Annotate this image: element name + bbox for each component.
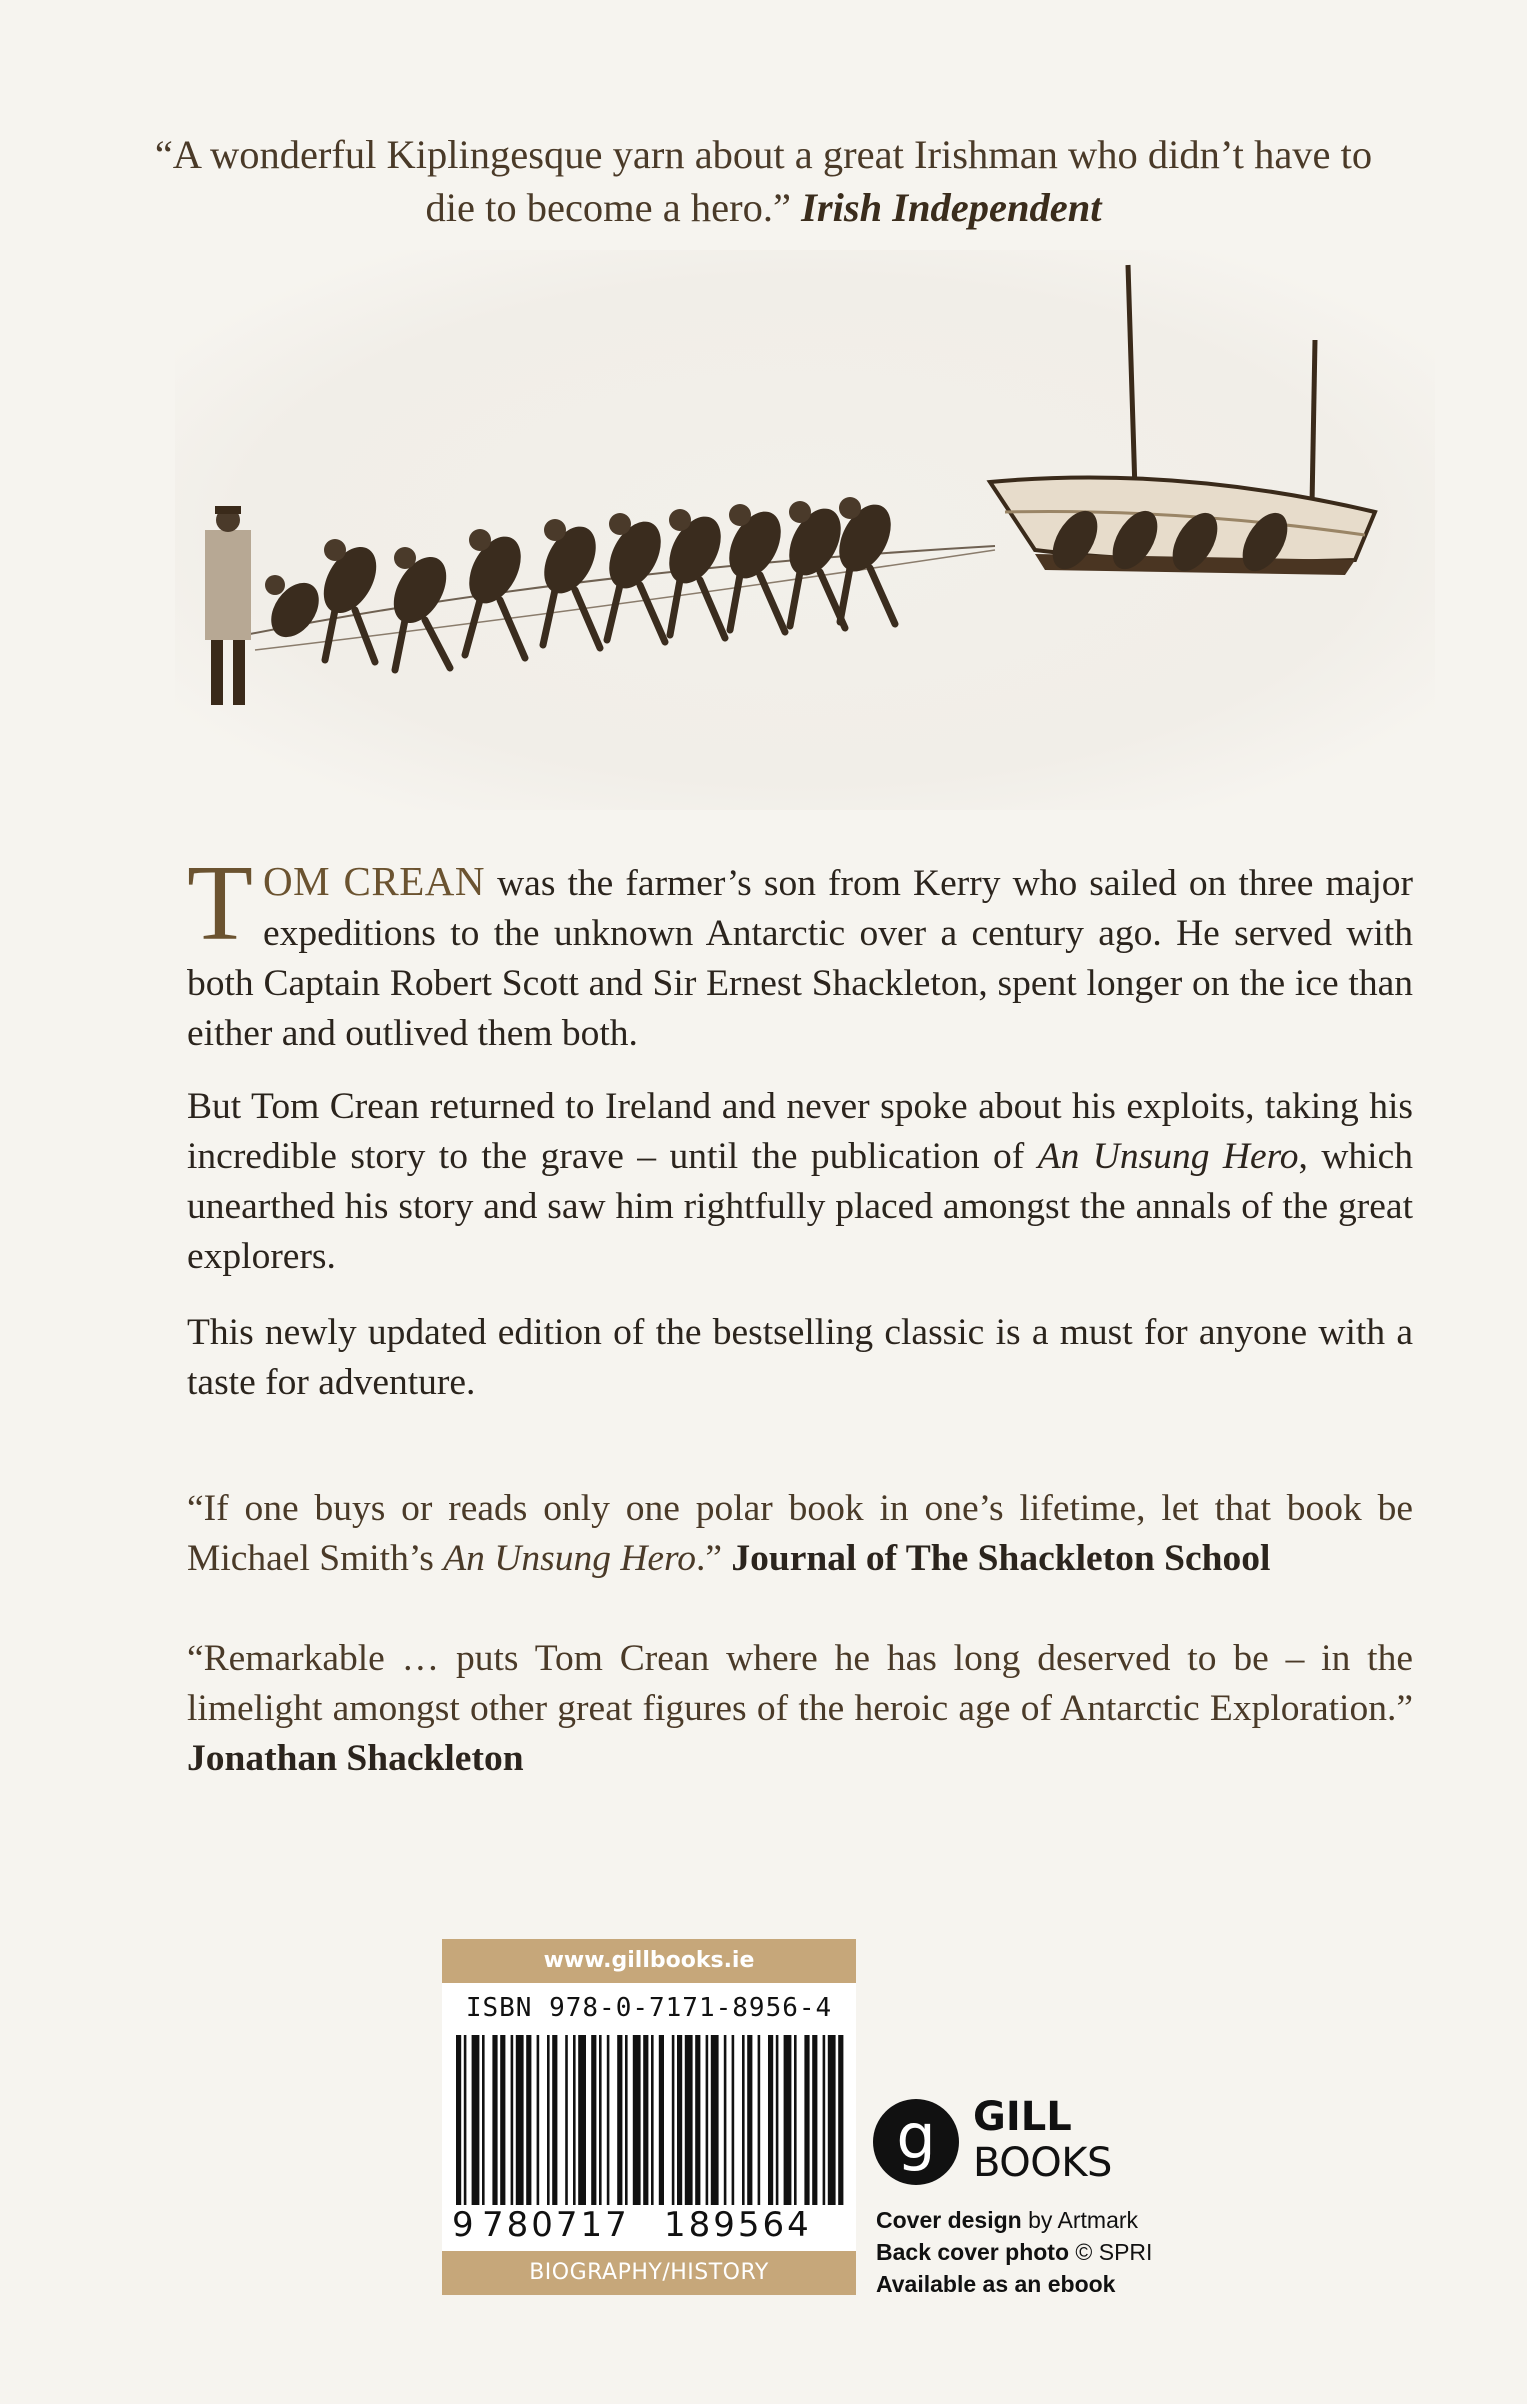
credit-design-label: Cover design: [876, 2207, 1022, 2233]
credit-ebook-text: Available as an ebook: [876, 2271, 1116, 2297]
credit-photo-label: Back cover photo: [876, 2239, 1069, 2265]
credits-block: [876, 2204, 1152, 2300]
credit-photo: [876, 2236, 1152, 2268]
isbn-text: ISBN 978-0-7171-8956-4: [465, 1993, 833, 2023]
review-2-source: Jonathan Shackleton: [187, 1738, 524, 1779]
blurb-p2-before: But Tom Crean returned to Ireland and never spoke about his exploits, taking his incredible story to the grave – until the publication of: [187, 1086, 1413, 1177]
blurb-p2-after: , which unearthed his story and saw him rightfully placed amongst the annals of the great explorers.: [187, 1136, 1413, 1277]
top-quote-text: “A wonderful Kiplingesque yarn about a great Irishman who didn’t have to die to become a hero.”: [154, 132, 1373, 230]
barcode-digit-first: 9: [452, 2205, 474, 2245]
credit-design: [876, 2204, 1152, 2236]
barcode-digit-group-2: 189564: [664, 2205, 812, 2245]
book-title-inline: An Unsung Hero: [1037, 1136, 1299, 1177]
blurb-paragraph-1: [187, 844, 1413, 1059]
top-quote-source: Irish Independent: [801, 185, 1102, 230]
barcode-panel: [442, 1939, 856, 2295]
blurb-p3-text: This newly updated edition of the bestselling classic is a must for anyone with a taste for adventure.: [187, 1312, 1413, 1403]
logo-letter: g: [896, 2100, 936, 2173]
expedition-photo: [175, 250, 1435, 810]
website-url[interactable]: www.gillbooks.ie: [442, 1939, 856, 1983]
drop-cap: T: [187, 844, 253, 963]
blurb-paragraph-3: [187, 1308, 1413, 1408]
review-1-before: “If one buys or reads only one polar book in one’s lifetime, let that book be Michael Smith’s: [187, 1488, 1413, 1579]
review-quote-2: [187, 1634, 1413, 1784]
barcode-digit-group-1: 780717: [482, 2205, 630, 2245]
review-quote-1: [187, 1484, 1413, 1584]
logo-line-2: BOOKS: [973, 2140, 1112, 2186]
publisher-logo: [873, 2094, 1173, 2187]
subject-name: OM CREAN: [262, 858, 485, 904]
blurb-paragraph-2: [187, 1082, 1413, 1282]
credit-photo-value: © SPRI: [1075, 2239, 1153, 2265]
review-1-source: Journal of The Shackleton School: [731, 1538, 1271, 1579]
top-review-quote: [150, 128, 1377, 234]
category-label: BIOGRAPHY/HISTORY: [442, 2251, 856, 2295]
blurb-p1-text: was the farmer’s son from Kerry who sailed on three major expeditions to the unknown Antarctic over a century ago. He served with both Captain Robert Scott and Sir Ernest Shackleton, spent longer on the ice than either and outlived them both.: [187, 863, 1413, 1054]
logo-line-1: GILL: [973, 2094, 1072, 2140]
credit-ebook: [876, 2268, 1152, 2300]
review-1-after: .”: [696, 1538, 723, 1579]
review-1-title: An Unsung Hero: [443, 1538, 697, 1579]
barcode-icon: [456, 2035, 844, 2205]
review-2-text: “Remarkable … puts Tom Crean where he has long deserved to be – in the limelight amongst other great figures of the heroic age of Antarctic Exploration.”: [187, 1638, 1413, 1729]
credit-design-value: by Artmark: [1028, 2207, 1139, 2233]
